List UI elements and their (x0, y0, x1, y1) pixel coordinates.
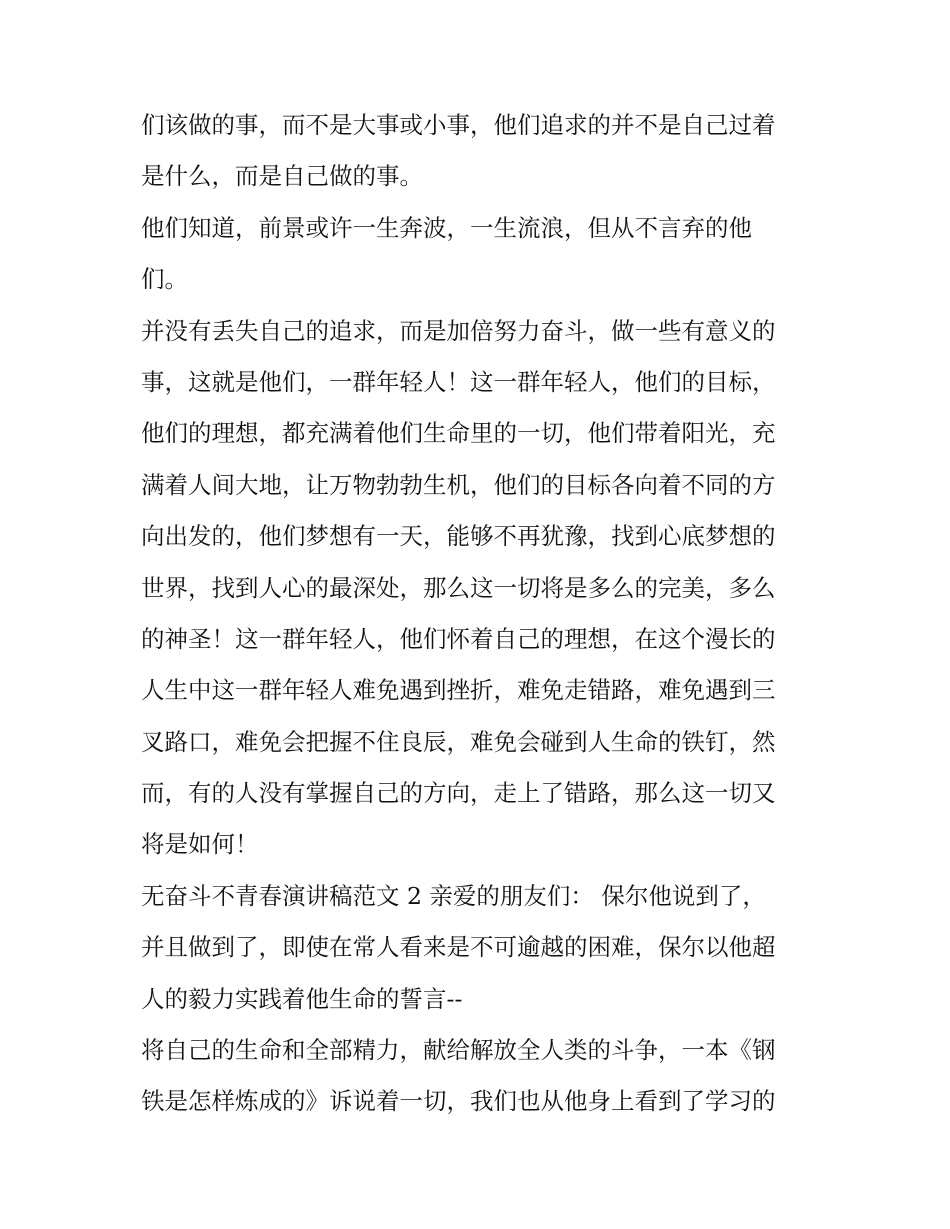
text-line: 的神圣！这一群年轻人，他们怀着自己的理想，在这个漫长的 (141, 624, 776, 653)
text-line: 向出发的，他们梦想有一天，能够不再犹豫，找到心底梦想的 (141, 522, 776, 551)
text-line: 并没有丢失自己的追求，而是加倍努力奋斗，做一些有意义的 (141, 316, 776, 345)
text-line: 将是如何！ (141, 830, 259, 859)
text-line: 是什么，而是自己做的事。 (141, 162, 423, 191)
text-line: 事，这就是他们，一群年轻人！这一群年轻人，他们的目标， (141, 367, 776, 396)
text-line: 人的毅力实践着他生命的誓言-- (141, 984, 463, 1013)
text-line: 人生中这一群年轻人难免遇到挫折，难免走错路，难免遇到三 (141, 676, 776, 705)
text-line: 们。 (141, 265, 188, 294)
text-line: 世界，找到人心的最深处，那么这一切将是多么的完美，多么 (141, 573, 776, 602)
text-line: 他们的理想，都充满着他们生命里的一切，他们带着阳光，充 (141, 419, 776, 448)
text-line: 叉路口，难免会把握不住良辰，难免会碰到人生命的铁钉，然 (141, 727, 776, 756)
text-line: 满着人间大地，让万物勃勃生机，他们的目标各向着不同的方 (141, 470, 776, 499)
text-line: 而，有的人没有掌握自己的方向，走上了错路，那么这一切又 (141, 779, 776, 808)
text-line: 们该做的事，而不是大事或小事，他们追求的并不是自己过着 (141, 111, 776, 139)
document-body (141, 100, 816, 1128)
text-line: 铁是怎样炼成的》诉说着一切，我们也从他身上看到了学习的 (141, 1087, 776, 1116)
text-line: 将自己的生命和全部精力，献给解放全人类的斗争，一本《钢 (141, 1036, 776, 1065)
text-line: 并且做到了，即使在常人看来是不可逾越的困难，保尔以他超 (141, 933, 776, 962)
text-line: 他们知道，前景或许一生奔波，一生流浪，但从不言弃的他 (141, 213, 752, 242)
text-line: 无奋斗不青春演讲稿范文 2 亲爱的朋友们： 保尔他说到了， (141, 881, 766, 910)
